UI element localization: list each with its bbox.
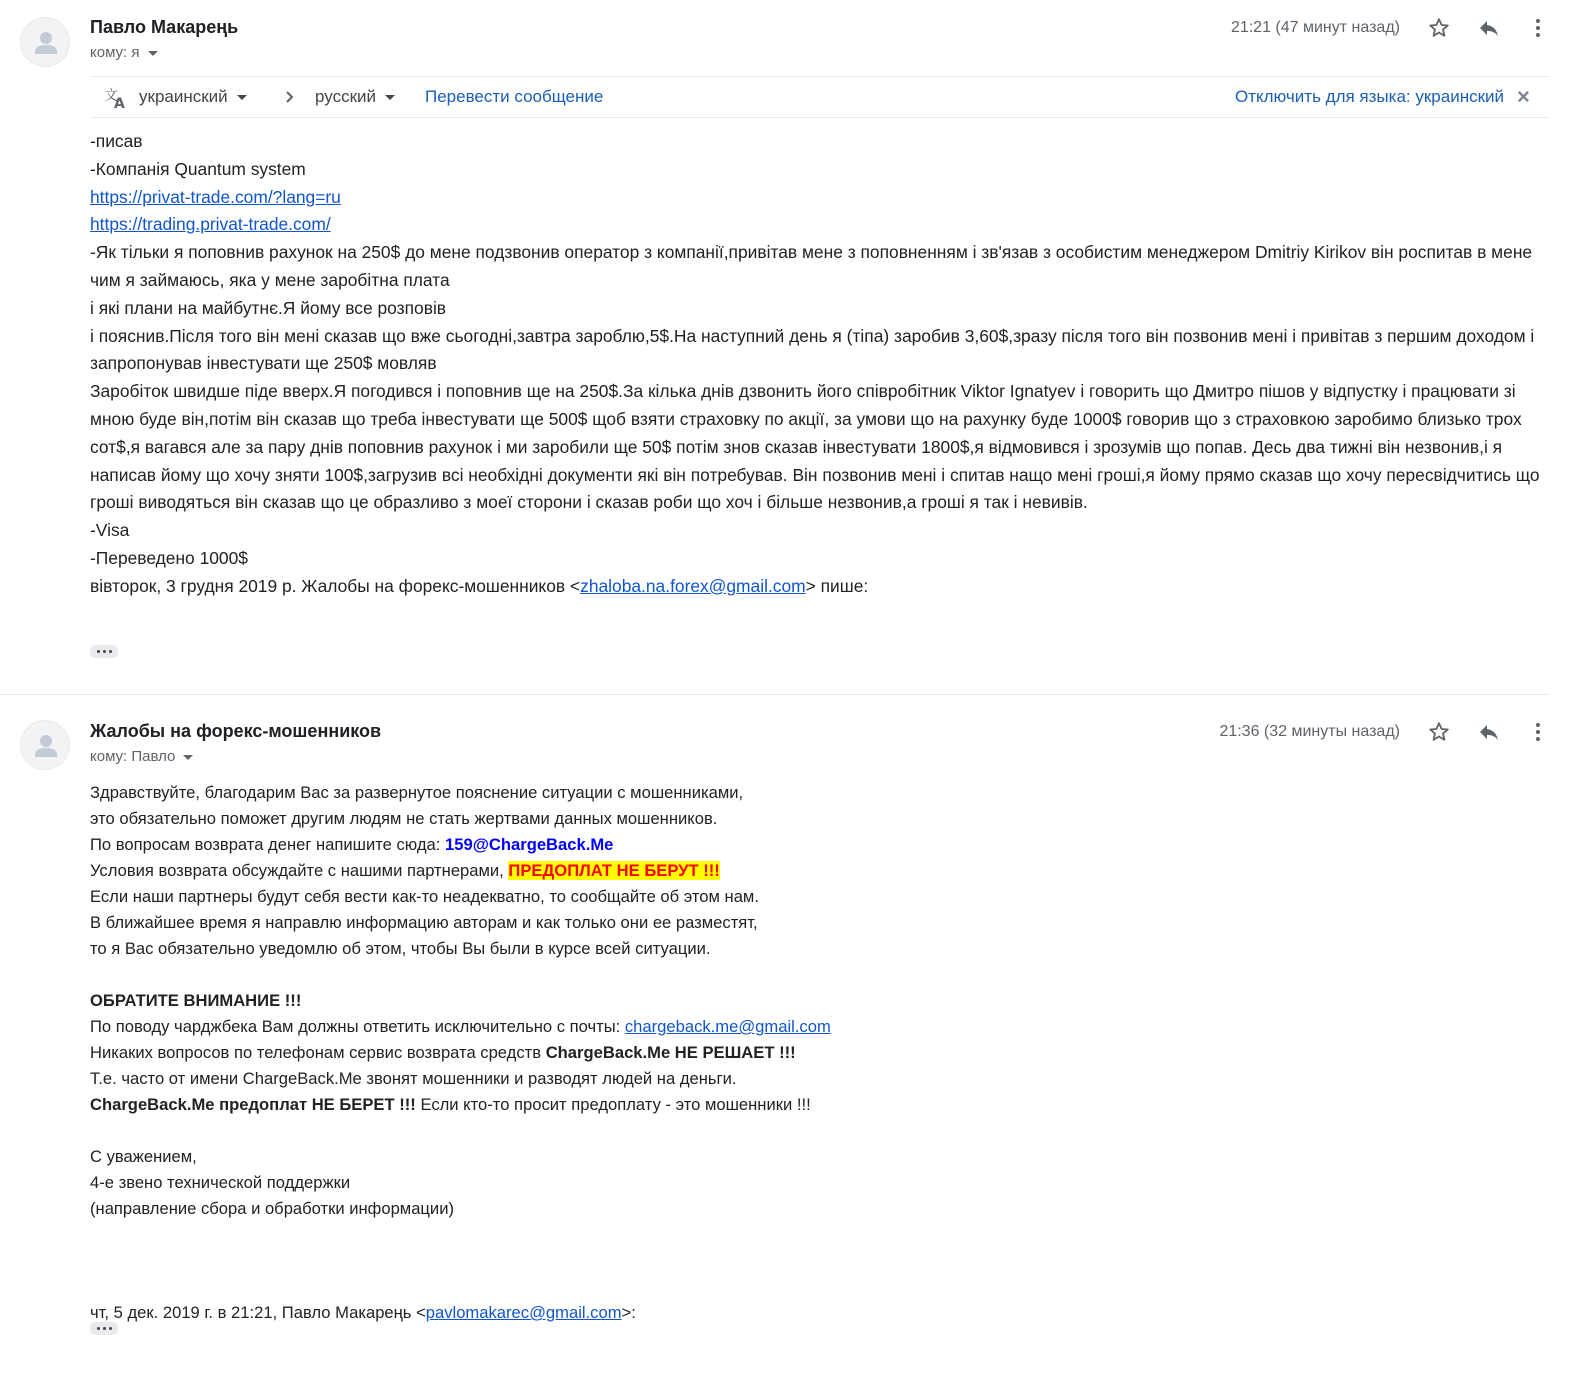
source-language-select[interactable] bbox=[139, 77, 247, 117]
reply-icon bbox=[1477, 720, 1501, 744]
body-line bbox=[90, 832, 1290, 858]
disable-language-link[interactable]: Отключить для языка: украинский bbox=[1235, 87, 1505, 106]
reply-button[interactable] bbox=[1474, 717, 1504, 747]
chevron-down-icon bbox=[148, 51, 158, 56]
body-line bbox=[90, 1092, 1290, 1118]
body-line: Если наши партнеры будут себя вести как-то неадекватно, то сообщайте об этом нам. bbox=[90, 887, 759, 906]
show-trimmed-content-button[interactable] bbox=[90, 645, 118, 658]
chargeback-prefix: По поводу чарджбека Вам должны ответить исключительно с почты: bbox=[90, 1017, 625, 1036]
chevron-down-icon bbox=[385, 95, 395, 100]
signature-line: С уважением, bbox=[90, 1147, 197, 1166]
more-options-button[interactable] bbox=[1523, 13, 1553, 43]
chevron-right-icon bbox=[283, 77, 297, 117]
star-icon bbox=[1427, 16, 1451, 40]
source-language-label: украинский bbox=[139, 87, 228, 106]
svg-text:A: A bbox=[114, 96, 125, 110]
target-language-select[interactable] bbox=[315, 77, 395, 117]
recipient-label: кому: я bbox=[90, 44, 140, 61]
quote-header bbox=[90, 573, 1555, 601]
reply-icon bbox=[1477, 16, 1501, 40]
message-body bbox=[90, 780, 1290, 1326]
body-line: -писав bbox=[90, 131, 143, 151]
body-paragraph: і пояснив.Після того він мені сказав що вже сьогодні,завтра зароблю,5$.На наступний день я (тіпа) заробив 3,60$,зразу після того він позвонив мені і привітав з першим доходом і запропонував інвестувати ще 250$ мовляв bbox=[90, 325, 1535, 374]
message-body bbox=[90, 128, 1555, 601]
svg-text:文: 文 bbox=[104, 88, 118, 104]
no-prepayment-warning: ПРЕДОПЛАТ НЕ БЕРУТ !!! bbox=[508, 861, 720, 880]
body-line: -Visa bbox=[90, 520, 130, 541]
message-divider bbox=[0, 694, 1550, 695]
body-line bbox=[90, 858, 1290, 884]
reply-button[interactable] bbox=[1474, 13, 1504, 43]
sender-avatar[interactable] bbox=[20, 720, 70, 770]
body-line bbox=[90, 1040, 1290, 1066]
link-trading-privat-trade[interactable]: https://trading.privat-trade.com/ bbox=[90, 214, 331, 235]
quote-suffix: > пише: bbox=[805, 575, 869, 596]
body-line bbox=[90, 1014, 1290, 1040]
quote-header bbox=[90, 1300, 1290, 1326]
link-privat-trade[interactable]: https://privat-trade.com/?lang=ru bbox=[90, 186, 341, 207]
person-icon bbox=[21, 18, 70, 67]
prepayment-bold: ChargeBack.Me предоплат НЕ БЕРЕТ !!! bbox=[90, 1095, 416, 1114]
body-line: -Переведено 1000$ bbox=[90, 547, 248, 568]
body-paragraph: Заробіток швидше піде вверх.Я погодився і поповнив ще на 250$.За кілька днів дзвонить його співробітник Viktor Ignatyev і говорить що Дмитро пішов у відпустку і працювати зі мною буде він,потім він сказав що треба інвестувати ще 500$ щоб взяти страховку по акції, за умови що на рахунку буде 1000$ говорив що з страховкою заробимо близько трох сот$,я вагався але за пару днів поповнив рахунок і ми заробили ще 50$ потім знов сказав інвестувати 1800$,я відмовився і зрозумів що попав. Десь два тижні він незвонив,і я написав йому що хочу зняти 100$,загрузив всі необхідні документи які він потребував. Він позвонив мені і спитав нащо мені гроші,я йому прямо сказав що хочу пересвідчитись що гроші виводяться він сказав що це образливо з моеї сторони і сказав роби що хоч і більше незвонив,а гроші я так і невивів. bbox=[90, 381, 1540, 513]
body-line: это обязательно поможет другим людям не стать жертвами данных мошенников. bbox=[90, 809, 718, 828]
sender-name[interactable]: Павло Макареңь bbox=[90, 17, 239, 37]
chevron-down-icon bbox=[237, 95, 247, 100]
body-paragraph: -Як тільки я поповнив рахунок на 250$ до мене подзвонив оператор з компанії,привітав мене з поповненням і зв'язав з особистим менеджером Dmitriy Kirikov він роспитав в мене чим я займаюсь, яка у мене заробітна плата bbox=[90, 242, 1533, 290]
message-time: 21:36 (32 минуты назад) bbox=[1219, 723, 1400, 740]
contact-email: 159@ChargeBack.Me bbox=[445, 835, 614, 854]
prepayment-suffix: Если кто-то просит предоплату - это мошенники !!! bbox=[415, 1095, 811, 1114]
recipient-dropdown[interactable] bbox=[90, 748, 193, 765]
phone-bold: ChargeBack.Me НЕ РЕШАЕТ !!! bbox=[545, 1043, 796, 1062]
body-line: Т.е. часто от имени ChargeBack.Me звонят мошенники и разводят людей на деньги. bbox=[90, 1069, 737, 1088]
contact-prefix: По вопросам возврата денег напишите сюда: bbox=[90, 835, 446, 854]
phone-prefix: Никаких вопросов по телефонам сервис возврата средств bbox=[90, 1043, 546, 1062]
person-icon bbox=[21, 721, 70, 770]
body-line: -Компанія Quantum system bbox=[90, 158, 306, 179]
chevron-down-icon bbox=[183, 755, 193, 760]
body-line: і які плани на майбутнє.Я йому все розповів bbox=[90, 297, 447, 318]
more-vert-icon bbox=[1526, 16, 1550, 40]
translate-message-link[interactable]: Перевести сообщение bbox=[425, 87, 604, 106]
quote-prefix: чт, 5 дек. 2019 г. в 21:21, Павло Макареңь < bbox=[90, 1303, 426, 1322]
recipient-dropdown[interactable] bbox=[90, 44, 158, 61]
close-icon[interactable]: × bbox=[1517, 84, 1530, 109]
sender-avatar[interactable] bbox=[20, 17, 70, 67]
attention-heading: ОБРАТИТЕ ВНИМАНИЕ !!! bbox=[90, 991, 302, 1010]
more-options-button[interactable] bbox=[1523, 717, 1553, 747]
signature-line: (направление сбора и обработки информации) bbox=[90, 1199, 455, 1218]
body-line: Здравствуйте, благодарим Вас за развернутое пояснение ситуации с мошенниками, bbox=[90, 783, 744, 802]
translate-icon bbox=[102, 77, 128, 117]
star-icon bbox=[1427, 720, 1451, 744]
star-button[interactable] bbox=[1424, 13, 1454, 43]
message-time: 21:21 (47 минут назад) bbox=[1230, 19, 1400, 36]
target-language-label: русский bbox=[315, 87, 377, 106]
quote-email-link[interactable]: pavlomakarec@gmail.com bbox=[425, 1303, 622, 1322]
more-vert-icon bbox=[1526, 720, 1550, 744]
quote-email-link[interactable]: zhaloba.na.forex@gmail.com bbox=[580, 575, 806, 596]
translate-bar bbox=[90, 76, 1550, 118]
quote-prefix: вівторок, 3 грудня 2019 р. Жалобы на форекс-мошенников < bbox=[90, 575, 581, 596]
quote-suffix: >: bbox=[621, 1303, 636, 1322]
signature-line: 4-е звено технической поддержки bbox=[90, 1173, 351, 1192]
star-button[interactable] bbox=[1424, 717, 1454, 747]
recipient-label: кому: Павло bbox=[90, 748, 176, 765]
sender-name[interactable]: Жалобы на форекс-мошенников bbox=[90, 721, 382, 741]
body-line: В ближайшее время я направлю информацию авторам и как только они ее разместят, bbox=[90, 913, 758, 932]
body-line: то я Вас обязательно уведомлю об этом, чтобы Вы были в курсе всей ситуации. bbox=[90, 939, 711, 958]
show-trimmed-content-button[interactable] bbox=[90, 1322, 118, 1335]
chargeback-email-link[interactable]: chargeback.me@gmail.com bbox=[624, 1017, 831, 1036]
conditions-prefix: Условия возврата обсуждайте с нашими партнерами, bbox=[90, 861, 509, 880]
